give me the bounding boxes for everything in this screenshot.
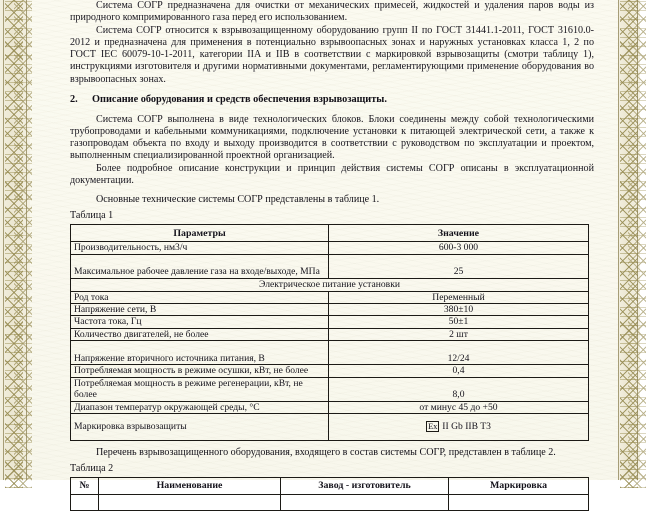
table2-cell-manufacturer <box>281 495 449 511</box>
table2-header-number: № <box>71 478 99 495</box>
border-rule-left-inner <box>26 0 27 480</box>
section-title: Описание оборудования и средств обеспечения взрывозащиты. <box>92 93 387 105</box>
paragraph-intro-2: Система СОГР относится к взрывозащищенному оборудованию групп II по ГОСТ 31441.1-2011, ГОСТ 31610.0-2012 и предназначена для применения в потенциально взрывоопасных зонах и наружных установках класса 1, 2 по ГОСТ IEC 60079-10-1-2011, категории IIA и IIB в соответствии с маркировкой взрывозащиты (смотри таблицу 1), инструкциями изготовителя и другими нормативными документами, регламентирующими применение оборудования во взрывоопасных зонах. <box>70 25 594 85</box>
table2-header-name: Наименование <box>99 478 281 495</box>
ex-symbol-icon: Ex <box>428 421 438 432</box>
table1-param-secondary-voltage: Напряжение вторичного источника питания, В <box>71 341 329 365</box>
security-border-right <box>618 0 640 480</box>
table1-value-power-drying: 0,4 <box>329 365 589 377</box>
border-rule-right-outer <box>637 0 638 480</box>
table2-caption: Таблица 2 <box>70 463 114 475</box>
ex-marking-code: II Gb IIB T3 <box>442 421 491 433</box>
table1-param-temperature-range: Диапазон температур окружающей среды, °С <box>71 401 329 413</box>
table-row-header <box>71 225 589 242</box>
table1-value-ex-marking <box>329 414 589 441</box>
table1-param-power-drying: Потребляемая мощность в режиме осушки, кВт, не более <box>71 365 329 377</box>
table1-header-value: Значение <box>329 225 589 242</box>
table1-value-capacity: 600-3 000 <box>329 242 589 254</box>
table1-value-motor-count: 2 шт <box>329 328 589 340</box>
table2-cell-number <box>71 495 99 511</box>
table1-value-secondary-voltage: 12/24 <box>329 341 589 365</box>
table-row <box>71 304 589 316</box>
table-row <box>71 316 589 328</box>
table1-value-mains-voltage: 380±10 <box>329 304 589 316</box>
section-number: 2. <box>70 93 78 105</box>
paragraph-section-2: Более подробное описание конструкции и принцип действия системы СОГР описаны в эксплуатационной документации. <box>70 163 594 187</box>
table1-param-power-regeneration: Потребляемая мощность в режиме регенерации, кВт, не более <box>71 377 329 401</box>
table-row <box>71 365 589 377</box>
table-row <box>71 242 589 254</box>
guilloche-pattern-left-2 <box>14 0 32 488</box>
section-heading <box>70 94 594 106</box>
table1-lead-text: Основные технические системы СОГР представлены в таблице 1. <box>96 194 380 206</box>
table-technical-parameters <box>70 224 589 441</box>
table1-param-ex-marking: Маркировка взрывозащиты <box>71 414 329 441</box>
border-rule-left-outer <box>3 0 4 480</box>
table1-param-capacity: Производительность, нм3/ч <box>71 242 329 254</box>
table1-param-mains-voltage: Напряжение сети, В <box>71 304 329 316</box>
ex-marking-group <box>426 421 491 432</box>
table2-header-marking: Маркировка <box>449 478 589 495</box>
table-row <box>71 377 589 401</box>
table1-caption: Таблица 1 <box>70 210 114 222</box>
table-row <box>71 254 589 278</box>
table1-header-parameter: Параметры <box>71 225 329 242</box>
table1-value-frequency: 50±1 <box>329 316 589 328</box>
border-rule-right-inner <box>618 0 619 480</box>
table-row <box>71 495 589 511</box>
table-row-header <box>71 478 589 495</box>
table1-param-max-pressure: Максимальное рабочее давление газа на входе/выходе, МПа <box>71 254 329 278</box>
table-row <box>71 328 589 340</box>
table-row-group <box>71 278 589 291</box>
table-row <box>71 291 589 303</box>
paragraph-intro-1: Система СОГР предназначена для очистки от механических примесей, жидкостей и удаления паров воды из природного компримированного газа перед его использованием. <box>70 0 594 24</box>
table2-lead-text: Перечень взрывозащищенного оборудования, входящего в состав системы СОГР, представлен в таблице 2. <box>96 447 556 459</box>
table1-value-current-type: Переменный <box>329 291 589 303</box>
table2-header-manufacturer: Завод - изготовитель <box>281 478 449 495</box>
document-content <box>70 0 594 511</box>
table1-value-temperature-range: от минус 45 до +50 <box>329 401 589 413</box>
security-border-left <box>0 0 30 480</box>
table1-value-power-regeneration: 8,0 <box>329 377 589 401</box>
table2-cell-marking <box>449 495 589 511</box>
table2-cell-name <box>99 495 281 511</box>
table1-param-motor-count: Количество двигателей, не более <box>71 328 329 340</box>
table1-value-max-pressure: 25 <box>329 254 589 278</box>
table1-param-frequency: Частота тока, Гц <box>71 316 329 328</box>
table-row <box>71 401 589 413</box>
table-row <box>71 414 589 441</box>
table-explosion-proof-equipment <box>70 477 589 511</box>
table1-group-power-supply: Электрическое питание установки <box>71 278 589 291</box>
table-row <box>71 341 589 365</box>
paragraph-section-1: Система СОГР выполнена в виде технологических блоков. Блоки соединены между собой технологическими трубопроводами и кабельными коммуникациями, подключение установки к питающей электрической сети, а также к газопроводам объекта по входу и выходу производится в соответствии с руководством по эксплуатации и проектом, выполненным специализированной проектной организацией. <box>70 113 594 161</box>
table1-param-current-type: Род тока <box>71 291 329 303</box>
